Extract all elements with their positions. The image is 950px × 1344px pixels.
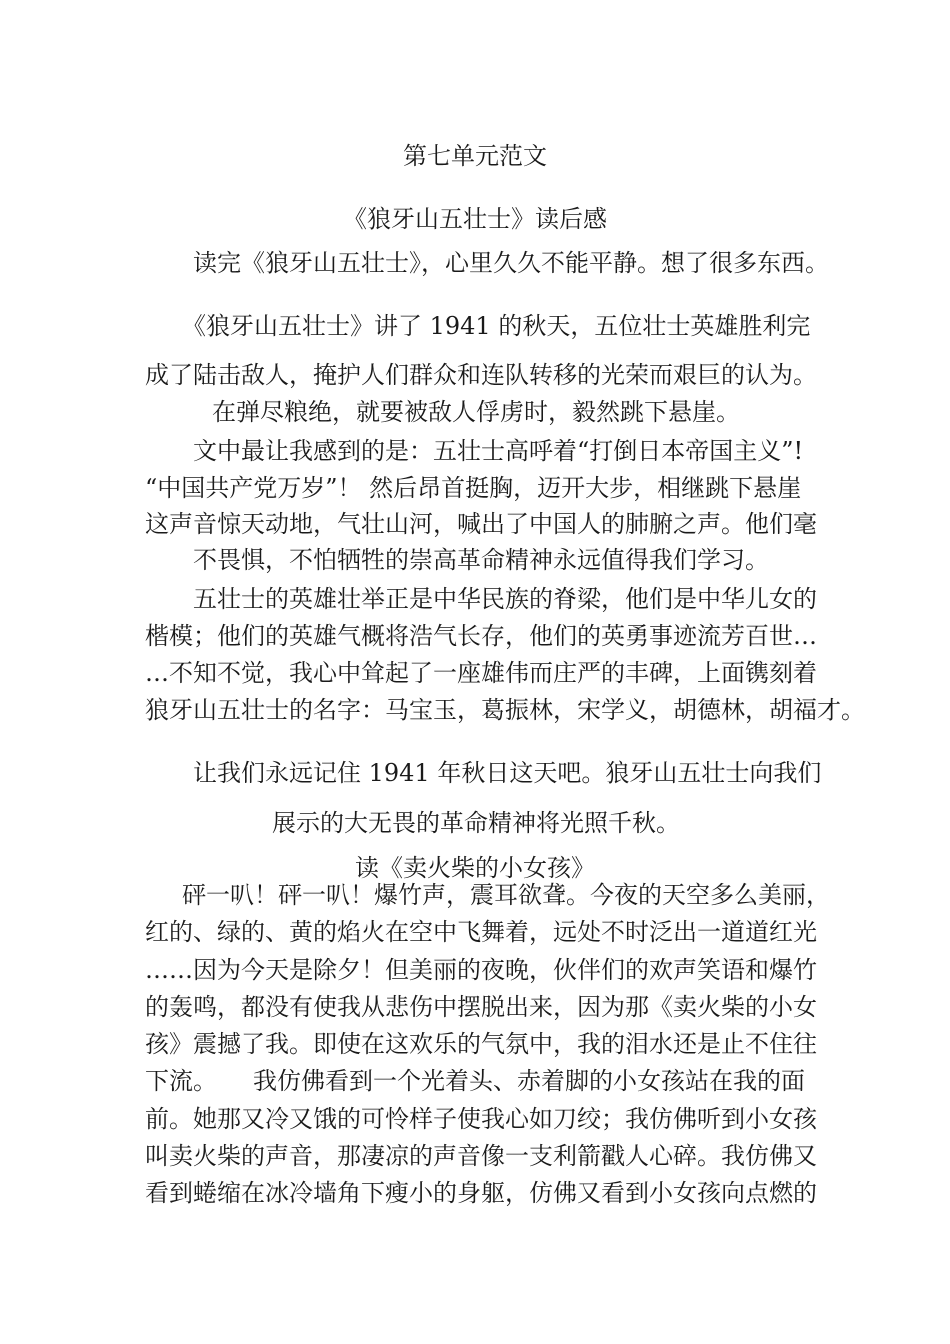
essay1-line: “中国共产党万岁”！ 然后昂首挺胸，迈开大步，相继跳下悬崖 xyxy=(145,474,802,502)
essay1-line: 不畏惧，不怕牺牲的崇高革命精神永远值得我们学习。 xyxy=(193,546,769,574)
essay1-line: 楷模；他们的英雄气概将浩气长存，他们的英勇事迹流芳百世… xyxy=(145,622,817,650)
essay2-line: 前。她那又冷又饿的可怜样子使我心如刀绞；我仿佛听到小女孩 xyxy=(145,1105,817,1133)
essay1-line: 展示的大无畏的革命精神将光照千秋。 xyxy=(272,809,680,837)
essay1-line: 成了陆击敌人，掩护人们群众和连队转移的光荣而艰巨的认为。 xyxy=(145,361,817,389)
essay2-line: 下流。 我仿佛看到一个光着头、赤着脚的小女孩站在我的面 xyxy=(145,1067,805,1095)
essay1-line: 文中最让我感到的是：五壮士高呼着“打倒日本帝国主义”! xyxy=(193,437,804,465)
essay1-line: 让我们永远记住 1941 年秋日这天吧。狼牙山五壮士向我们 xyxy=(193,759,822,787)
essay2-line: 孩》震撼了我。即使在这欢乐的气氛中，我的泪水还是止不住往 xyxy=(145,1030,817,1058)
essay2-line: 叫卖火柴的声音，那凄凉的声音像一支利箭戳人心碎。我仿佛又 xyxy=(145,1142,817,1170)
unit-title: 第七单元范文 xyxy=(403,142,547,170)
essay1-title: 《狼牙山五壮士》读后感 xyxy=(343,205,607,233)
essay2-line: 砰一叭！砰一叭！爆竹声，震耳欲聋。今夜的天空多么美丽， xyxy=(182,881,830,909)
essay2-line: 看到蜷缩在冰冷墙角下瘦小的身躯，仿佛又看到小女孩向点燃的 xyxy=(145,1179,817,1207)
essay2-line: 的轰鸣，都没有使我从悲伤中摆脱出来，因为那《卖火柴的小女 xyxy=(145,993,817,1021)
essay2-title: 读《卖火柴的小女孩》 xyxy=(355,854,595,882)
essay1-line: 在弹尽粮绝，就要被敌人俘虏时，毅然跳下悬崖。 xyxy=(212,398,740,426)
essay1-line: 五壮士的英雄壮举正是中华民族的脊梁，他们是中华儿女的 xyxy=(193,585,817,613)
essay2-line: 红的、绿的、黄的焰火在空中飞舞着，远处不时泛出一道道红光 xyxy=(145,918,817,946)
essay1-line: 读完《狼牙山五壮士》，心里久久不能平静。想了很多东西。 xyxy=(193,249,829,277)
essay1-line: 这声音惊天动地，气壮山河，喊出了中国人的肺腑之声。他们毫 xyxy=(145,510,817,538)
essay1-line: …不知不觉，我心中耸起了一座雄伟而庄严的丰碑，上面镌刻着 xyxy=(145,659,817,687)
essay1-line: 《狼牙山五壮士》讲了 1941 的秋天，五位壮士英雄胜利完 xyxy=(182,312,811,340)
essay1-line: 狼牙山五壮士的名字：马宝玉，葛振林，宋学义，胡德林，胡福才。 xyxy=(145,696,865,724)
essay2-line: ……因为今天是除夕！但美丽的夜晚，伙伴们的欢声笑语和爆竹 xyxy=(145,956,817,984)
